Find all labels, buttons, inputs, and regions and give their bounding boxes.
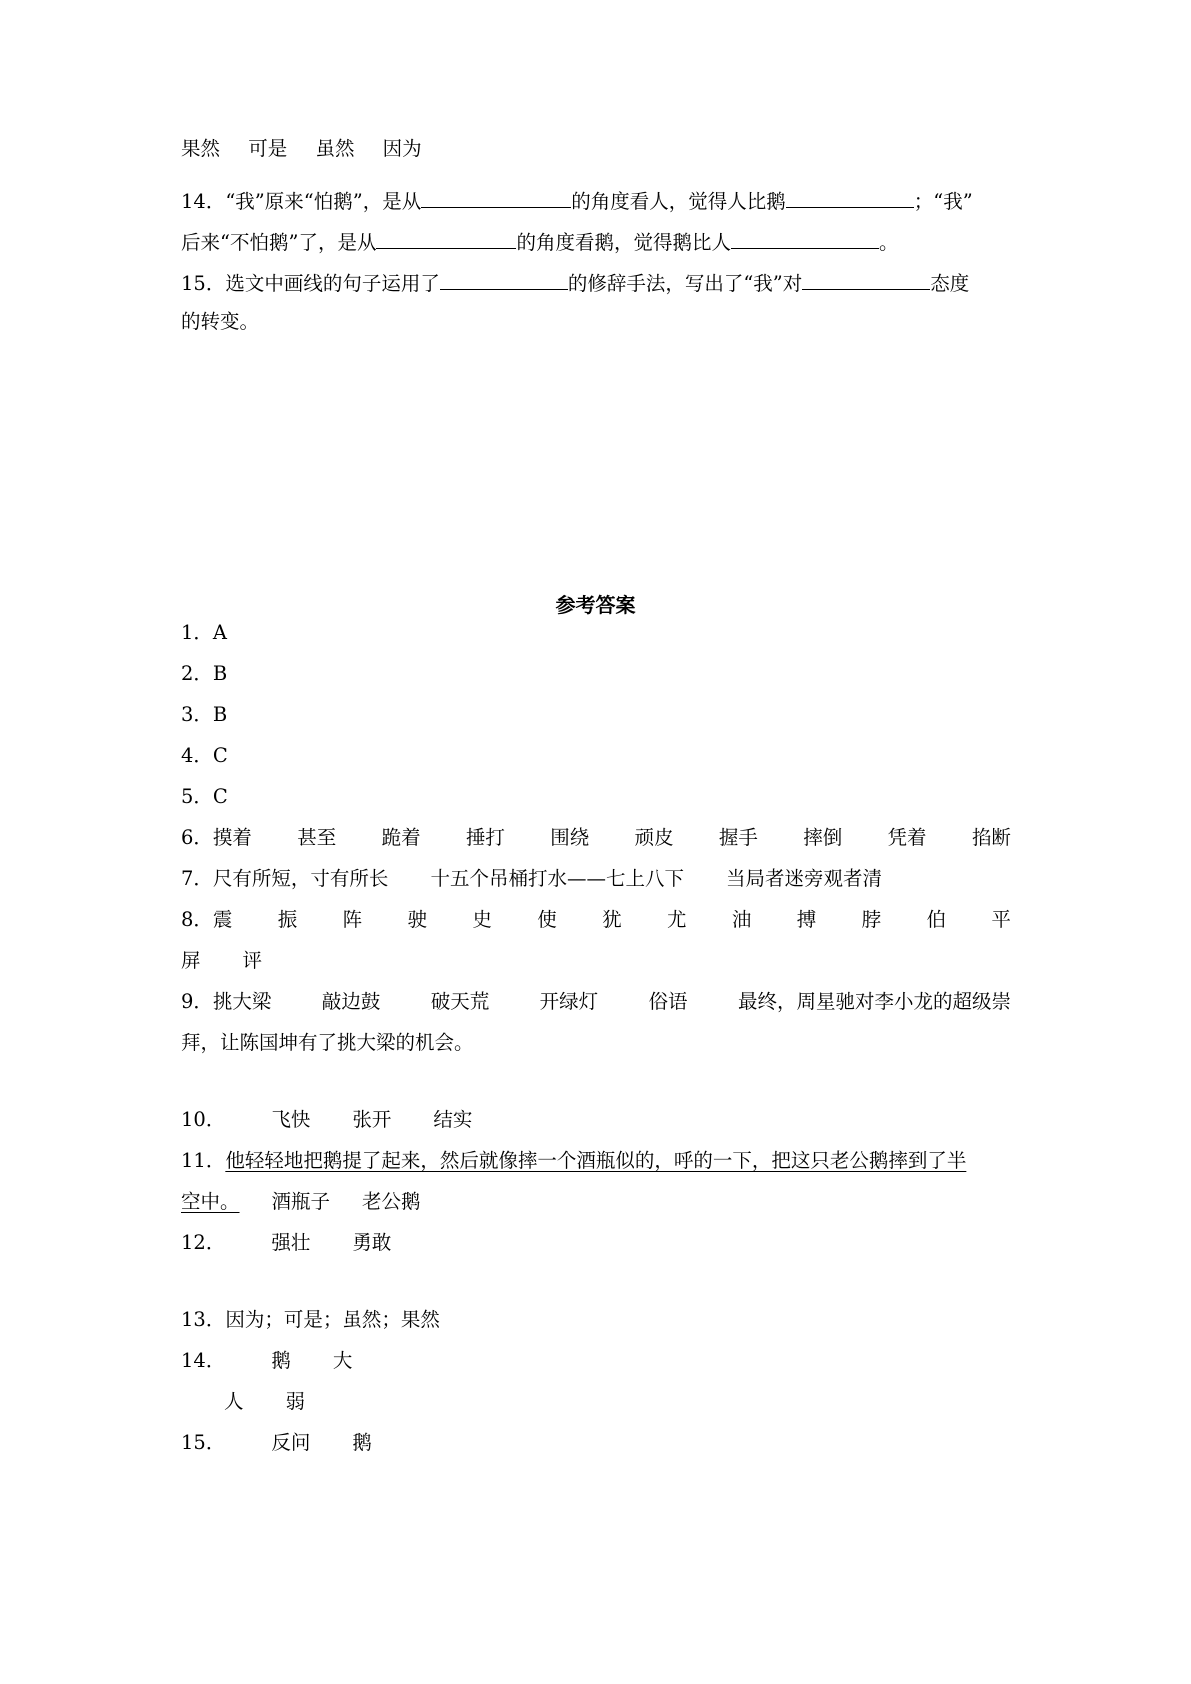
answer-word: 弱: [285, 1390, 306, 1413]
answer-item: 当局者迷旁观者清: [725, 867, 882, 890]
answer-4: 4．C: [181, 744, 228, 767]
answer-char: 震: [212, 908, 233, 931]
q14-text: 14．“我”原来“怕鹅”，是从: [181, 190, 422, 213]
answer-10: [181, 1107, 472, 1133]
answer-blank[interactable]: [421, 188, 571, 208]
answer-7: [181, 866, 882, 892]
answer-word: 掐断: [971, 826, 1011, 849]
answer-word: 勇敢: [352, 1231, 392, 1254]
answer-word: 甚至: [297, 826, 337, 849]
answer-12: [181, 1230, 391, 1256]
answer-char: 屏: [181, 949, 201, 972]
answer-sentence: 最终，周星驰对李小龙的超级崇: [737, 990, 1011, 1013]
answer-3: 3．B: [181, 703, 228, 726]
answer-2: 2．B: [181, 662, 228, 685]
answer-item: 尺有所短，寸有所长: [212, 867, 389, 890]
answer-number: 8．: [181, 908, 213, 931]
answer-word: 结实: [433, 1108, 473, 1131]
answer-word: 挑大梁: [212, 990, 272, 1013]
answers-heading: 参考答案: [555, 593, 636, 617]
answer-char: 尤: [667, 908, 687, 931]
answer-blank[interactable]: [731, 229, 879, 249]
answer-word: 反问: [271, 1431, 311, 1454]
answer-9-line2: 拜，让陈国坤有了挑大梁的机会。: [181, 1031, 474, 1054]
answer-blank[interactable]: [440, 270, 568, 290]
answer-6: [181, 825, 1011, 851]
answer-char: 平: [991, 908, 1011, 931]
answer-word: 顽皮: [634, 826, 674, 849]
q15-line2: 的转变。: [181, 310, 260, 333]
answer-blank[interactable]: [802, 270, 930, 290]
answer-word: 飞快: [271, 1108, 311, 1131]
answer-11-line1: [181, 1148, 966, 1174]
answer-word: 捶打: [465, 826, 505, 849]
q15-text: 15．选文中画线的句子运用了: [181, 272, 440, 295]
answer-13: 13．因为；可是；虽然；果然: [181, 1308, 440, 1331]
answer-char: 振: [277, 908, 298, 931]
q14-text: 的角度看人，觉得人比鹅: [571, 190, 786, 213]
answer-number: 14．: [181, 1349, 226, 1372]
answer-word: 老公鹅: [362, 1190, 421, 1213]
answer-word: 酒瓶子: [271, 1190, 331, 1213]
q13-option: 果然: [181, 137, 221, 160]
answer-char: 油: [731, 908, 752, 931]
answer-char: 使: [537, 908, 557, 931]
answer-15: [181, 1430, 372, 1456]
q15-text: 态度: [930, 272, 970, 295]
answer-char: 犹: [602, 908, 622, 931]
answer-char: 阵: [342, 908, 363, 931]
answer-blank[interactable]: [786, 188, 914, 208]
answer-word: 鹅: [352, 1431, 372, 1454]
answer-word: 俗语: [648, 990, 688, 1013]
answer-11-line2: [181, 1189, 421, 1215]
q14-text: ；“我”: [913, 190, 973, 213]
answer-number: 15．: [181, 1431, 226, 1454]
answer-number: 10．: [181, 1108, 226, 1131]
answer-number: 11．: [181, 1149, 226, 1172]
answer-char: 搏: [796, 908, 817, 931]
answer-word: 人: [224, 1390, 244, 1413]
answer-blank[interactable]: [376, 229, 516, 249]
answer-number: 9．: [181, 990, 213, 1013]
answer-word: 破天荒: [430, 990, 490, 1013]
answer-word: 开绿灯: [539, 990, 599, 1013]
answer-14-line1: [181, 1348, 352, 1374]
answer-char: 史: [472, 908, 492, 931]
answer-word: 鹅: [271, 1349, 291, 1372]
answer-word: 围绕: [550, 826, 590, 849]
q14-text: 后来“不怕鹅”了，是从: [181, 231, 377, 254]
q13-options: [181, 136, 422, 162]
q14-line1: [181, 188, 973, 215]
answer-1: 1．A: [181, 621, 227, 644]
answer-8-line2: [181, 948, 262, 974]
answer-word: 摸着: [212, 826, 252, 849]
answer-word: 摔倒: [803, 826, 843, 849]
answer-14-line2: [224, 1389, 305, 1415]
q15-text: 的修辞手法，写出了“我”对: [567, 272, 803, 295]
q14-text: 的角度看鹅，觉得鹅比人: [516, 231, 731, 254]
answer-char: 伯: [926, 908, 947, 931]
answer-9-line1: [181, 989, 1011, 1015]
q14-line2: [181, 229, 898, 256]
answer-5: 5．C: [181, 785, 228, 808]
q15-line1: [181, 270, 969, 297]
answer-number: 12．: [181, 1231, 226, 1254]
underlined-sentence: 空中。: [181, 1190, 240, 1213]
answer-word: 敲边鼓: [321, 990, 381, 1013]
answer-word: 凭着: [887, 826, 927, 849]
answer-word: 握手: [718, 826, 758, 849]
answer-char: 评: [242, 949, 263, 972]
q13-option: 因为: [382, 137, 422, 160]
q14-text: 。: [878, 231, 899, 254]
answer-number: 6．: [181, 826, 213, 849]
answer-word: 跪着: [381, 826, 421, 849]
answer-word: 大: [332, 1349, 353, 1372]
answer-item: 十五个吊桶打水——七上八下: [430, 867, 684, 890]
answer-word: 强壮: [271, 1231, 311, 1254]
q13-option: 虽然: [315, 137, 355, 160]
underlined-sentence: 他轻轻地把鹅提了起来，然后就像摔一个酒瓶似的，呼的一下，把这只老公鹅摔到了半: [225, 1149, 967, 1172]
q13-option: 可是: [248, 137, 288, 160]
answer-word: 张开: [352, 1108, 392, 1131]
answer-number: 7．: [181, 867, 213, 890]
answer-char: 驶: [407, 908, 428, 931]
answer-char: 脖: [861, 908, 882, 931]
answer-8-line1: [181, 907, 1011, 933]
